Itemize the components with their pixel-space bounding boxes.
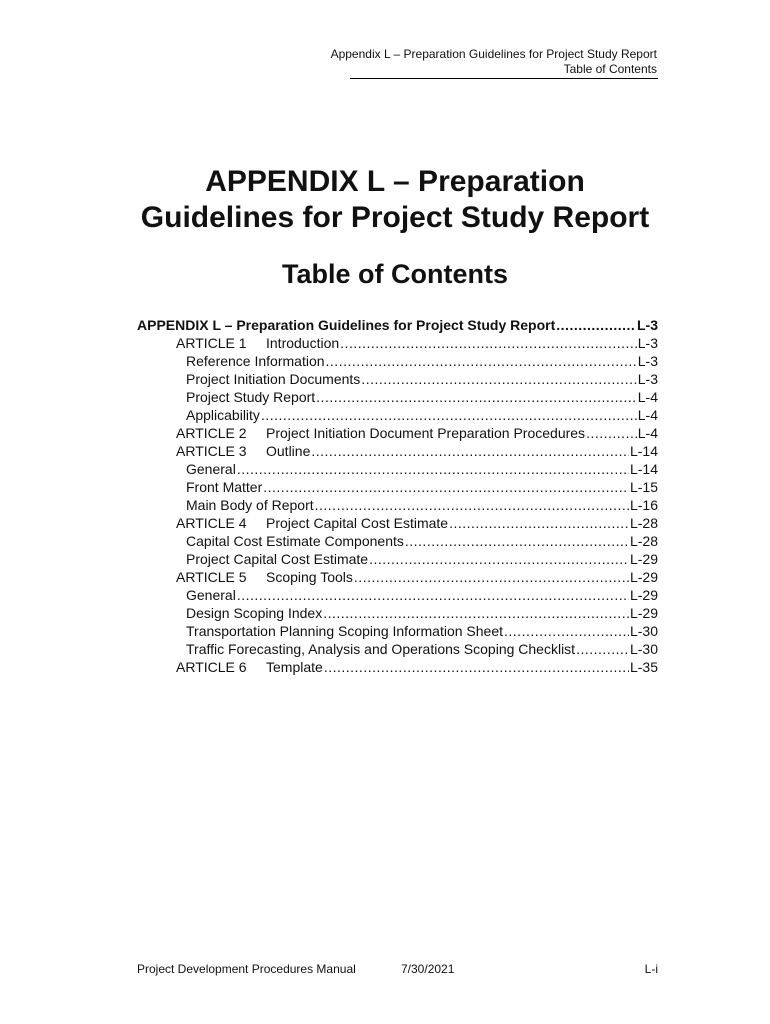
toc-entry-label	[186, 496, 314, 514]
toc-page-number: L-30	[629, 623, 658, 639]
toc-dot-leader	[405, 532, 629, 550]
toc-entry-title: Project Initiation Documents	[186, 371, 361, 387]
toc-entry-title: Traffic Forecasting, Analysis and Operations Scoping Checklist	[186, 641, 576, 657]
toc-entry[interactable]	[137, 586, 658, 604]
toc-dot-leader	[576, 640, 629, 658]
toc-article-number: ARTICLE 4	[176, 515, 247, 531]
table-of-contents	[137, 316, 658, 676]
footer-manual-name: Project Development Procedures Manual	[137, 962, 356, 976]
toc-entry-label	[137, 316, 555, 334]
toc-entry-title: Project Initiation Document Preparation Procedures	[266, 425, 586, 441]
toc-entry-title: Introduction	[266, 335, 340, 351]
toc-dot-leader	[449, 514, 629, 532]
running-header-subtitle: Table of Contents	[563, 62, 657, 76]
toc-dot-leader	[340, 334, 637, 352]
toc-entry-title: Design Scoping Index	[186, 605, 323, 621]
toc-entry[interactable]	[137, 388, 658, 406]
toc-dot-leader	[261, 406, 637, 424]
toc-dot-leader	[504, 622, 629, 640]
toc-page-number: L-30	[629, 641, 658, 657]
toc-entry-label	[176, 442, 310, 460]
toc-page-number: L-14	[629, 443, 658, 459]
toc-entry[interactable]	[137, 406, 658, 424]
toc-page-number: L-28	[629, 533, 658, 549]
toc-page-number: L-3	[637, 317, 658, 333]
page-title-line-2: Guidelines for Project Study Report	[140, 201, 650, 234]
toc-entry[interactable]	[137, 604, 658, 622]
toc-entry-title: Applicability	[186, 407, 260, 423]
toc-page-number: L-16	[629, 497, 658, 513]
toc-entry-label	[186, 550, 368, 568]
running-header-title: Appendix L – Preparation Guidelines for Project Study Report	[330, 47, 657, 61]
toc-entry-title: APPENDIX L – Preparation Guidelines for Project Study Report	[137, 317, 556, 333]
toc-page-number: L-28	[629, 515, 658, 531]
toc-page-number: L-29	[629, 587, 658, 603]
toc-entry-label	[186, 622, 503, 640]
toc-entry-title: Front Matter	[186, 479, 263, 495]
toc-heading: Table of Contents	[282, 259, 508, 289]
toc-dot-leader	[263, 478, 629, 496]
running-header	[331, 47, 657, 77]
toc-entry-label	[186, 352, 325, 370]
toc-page-number: L-4	[637, 389, 658, 405]
toc-entry[interactable]	[137, 370, 658, 388]
toc-entry-title: Capital Cost Estimate Components	[186, 533, 404, 549]
toc-entry[interactable]	[137, 514, 658, 532]
toc-page-number: L-14	[629, 461, 658, 477]
toc-page-number: L-29	[629, 605, 658, 621]
toc-page-number: L-3	[637, 353, 658, 369]
toc-entry-label	[176, 514, 448, 532]
toc-entry-label	[186, 388, 315, 406]
toc-article-number: ARTICLE 3	[176, 443, 247, 459]
toc-page-number: L-3	[637, 335, 658, 351]
toc-dot-leader	[237, 586, 629, 604]
toc-dot-leader	[323, 604, 629, 622]
toc-page-number: L-29	[629, 551, 658, 567]
toc-dot-leader	[311, 442, 629, 460]
toc-entry-label	[186, 640, 575, 658]
toc-entry[interactable]	[137, 442, 658, 460]
toc-entry-title: Main Body of Report	[186, 497, 314, 513]
toc-entry-label	[186, 604, 322, 622]
toc-dot-leader	[324, 658, 629, 676]
toc-entry-label	[186, 406, 260, 424]
toc-page-number: L-15	[629, 479, 658, 495]
toc-dot-leader	[315, 496, 629, 514]
toc-article-number: ARTICLE 5	[176, 569, 247, 585]
toc-entry-title: Project Study Report	[186, 389, 316, 405]
toc-entry-label	[186, 460, 236, 478]
toc-entry-label	[176, 334, 339, 352]
toc-dot-leader	[369, 550, 629, 568]
toc-dot-leader	[556, 316, 636, 334]
toc-page-number: L-4	[637, 425, 658, 441]
toc-page-number: L-35	[629, 659, 658, 675]
toc-entry-label	[176, 424, 585, 442]
toc-entry[interactable]	[137, 640, 658, 658]
toc-article-number: ARTICLE 1	[176, 335, 247, 351]
toc-entry[interactable]	[137, 496, 658, 514]
toc-article-number: ARTICLE 2	[176, 425, 247, 441]
toc-entry-title: Project Capital Cost Estimate	[186, 551, 369, 567]
toc-entry[interactable]	[137, 532, 658, 550]
toc-dot-leader	[326, 352, 637, 370]
header-rule	[350, 78, 658, 79]
toc-entry-title: Project Capital Cost Estimate	[266, 515, 449, 531]
toc-entry-title: Outline	[266, 443, 311, 459]
toc-entry[interactable]	[137, 334, 658, 352]
toc-entry[interactable]	[137, 460, 658, 478]
toc-dot-leader	[361, 370, 636, 388]
toc-dot-leader	[354, 568, 629, 586]
toc-entry[interactable]	[137, 424, 658, 442]
toc-page-number: L-4	[637, 407, 658, 423]
toc-entry-label	[176, 658, 323, 676]
footer-date: 7/30/2021	[401, 962, 455, 976]
toc-page-number: L-29	[629, 569, 658, 585]
toc-entry[interactable]	[137, 316, 658, 334]
toc-entry-label	[186, 370, 360, 388]
toc-entry[interactable]	[137, 658, 658, 676]
toc-entry[interactable]	[137, 550, 658, 568]
footer-page-number: L-i	[644, 962, 658, 976]
toc-entry[interactable]	[137, 478, 658, 496]
toc-entry-label	[186, 532, 404, 550]
toc-entry-title: Reference Information	[186, 353, 325, 369]
page-title-line-1: APPENDIX L – Preparation	[205, 165, 585, 198]
toc-article-number: ARTICLE 6	[176, 659, 247, 675]
toc-dot-leader	[316, 388, 637, 406]
toc-entry-title: Transportation Planning Scoping Information Sheet	[186, 623, 504, 639]
page-title	[100, 164, 690, 236]
toc-entry-label	[186, 586, 236, 604]
toc-page-number: L-3	[637, 371, 658, 387]
toc-entry-label	[176, 568, 353, 586]
toc-dot-leader	[586, 424, 637, 442]
toc-entry[interactable]	[137, 352, 658, 370]
toc-entry-title: General	[186, 461, 236, 477]
toc-entry[interactable]	[137, 568, 658, 586]
toc-entry-title: Scoping Tools	[266, 569, 353, 585]
toc-dot-leader	[237, 460, 629, 478]
toc-entry-title: Template	[266, 659, 323, 675]
toc-entry[interactable]	[137, 622, 658, 640]
toc-entry-label	[186, 478, 262, 496]
toc-entry-title: General	[186, 587, 236, 603]
